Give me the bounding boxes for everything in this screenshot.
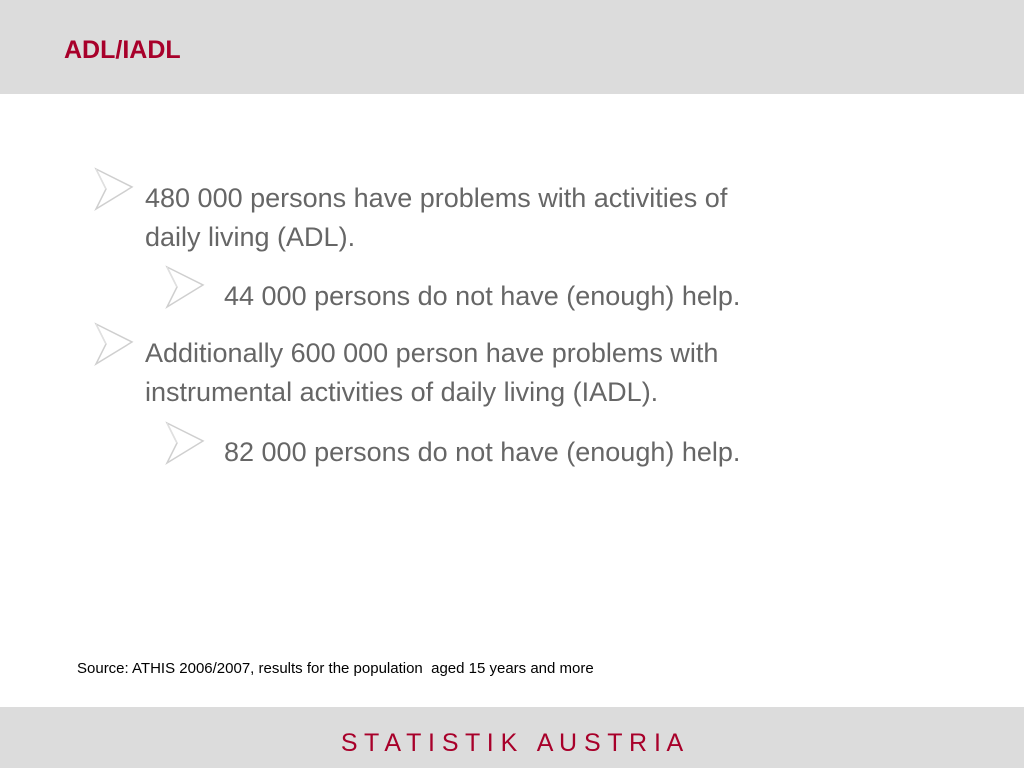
arrow-bullet-icon	[165, 265, 205, 309]
sub-bullet-item-adl-help	[224, 277, 740, 316]
slide-title: ADL/IADL	[64, 36, 181, 64]
bullet-item-iadl	[145, 334, 718, 412]
bullet-line: Additionally 600 000 person have problems with	[145, 338, 719, 368]
footer-bar	[0, 707, 1024, 768]
header-bar	[0, 0, 1024, 94]
bullet-line: 44 000 persons do not have (enough) help.	[224, 281, 741, 311]
arrow-bullet-icon	[94, 322, 134, 366]
brand-wordmark: S T A T I S T I K A U S T R I A	[340, 729, 684, 757]
source-note: Source: ATHIS 2006/2007, results for the population aged 15 years and more	[77, 660, 594, 677]
bullet-line: instrumental activities of daily living (IADL).	[145, 377, 659, 407]
arrow-bullet-icon	[165, 421, 205, 465]
bullet-line: daily living (ADL).	[145, 222, 356, 252]
bullet-item-adl	[145, 179, 727, 257]
arrow-bullet-icon	[94, 167, 134, 211]
bullet-line: 480 000 persons have problems with activities of	[145, 183, 728, 213]
sub-bullet-item-iadl-help	[224, 433, 740, 472]
bullet-line: 82 000 persons do not have (enough) help.	[224, 437, 741, 467]
